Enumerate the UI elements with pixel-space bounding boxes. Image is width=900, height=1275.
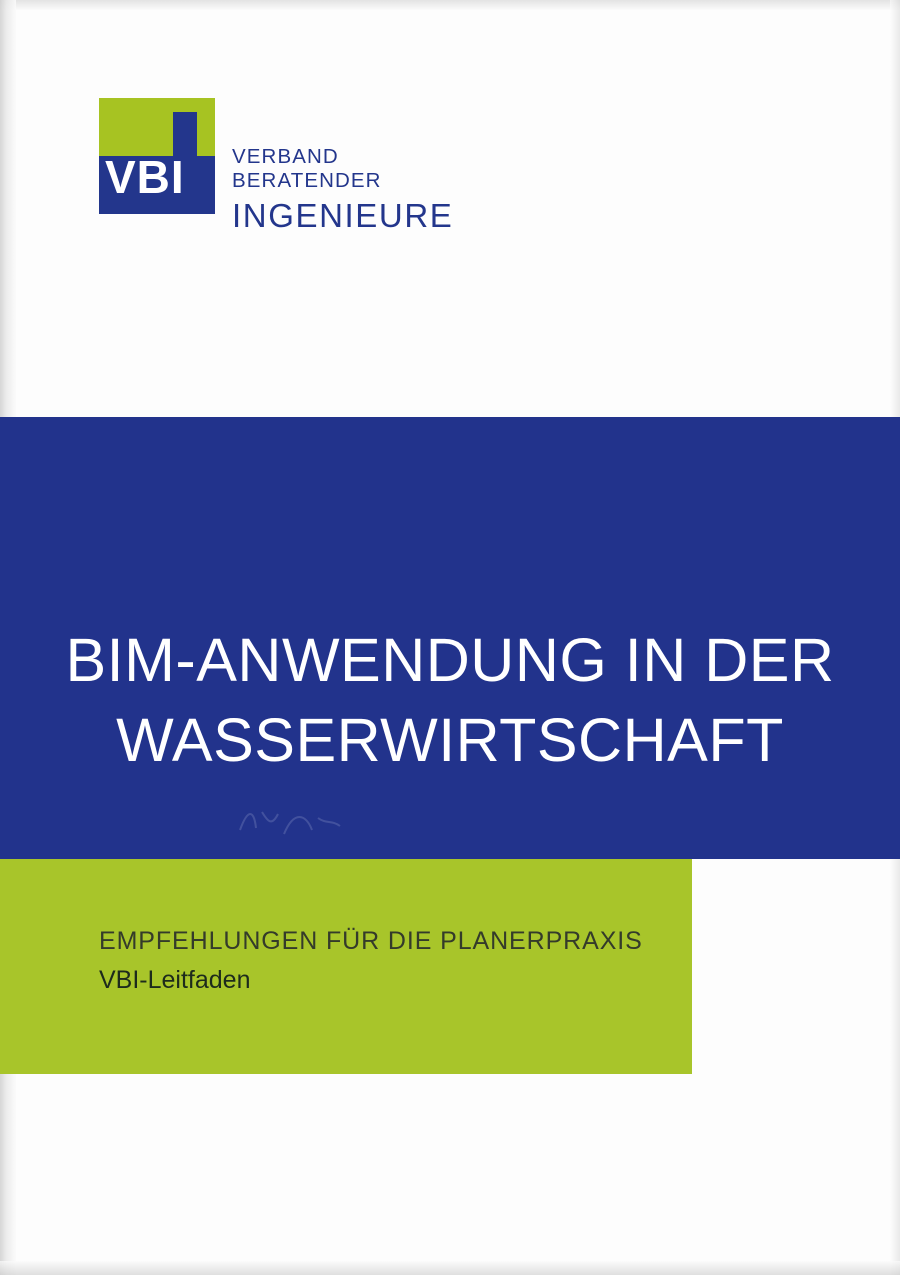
page-title	[0, 620, 900, 780]
page-title-line1: BIM-ANWENDUNG IN DER	[65, 626, 835, 694]
scan-edge-top	[0, 0, 900, 10]
handwriting-smudge-artifact	[232, 800, 352, 848]
logo-green-square	[99, 98, 215, 156]
subtitle-block	[99, 925, 659, 997]
publisher-logo	[99, 98, 454, 234]
subtitle-line1: EMPFEHLUNGEN FÜR DIE PLANERPRAXIS	[99, 927, 643, 955]
vbi-logo-icon	[99, 98, 215, 214]
scan-edge-bottom	[0, 1261, 900, 1275]
publisher-name	[232, 145, 453, 235]
page-title-line2: WASSERWIRTSCHAFT	[116, 706, 784, 774]
publisher-name-line2: INGENIEURE	[232, 197, 454, 234]
subtitle-line2: VBI-Leitfaden	[99, 966, 251, 994]
publisher-name-line1: VERBAND BERATENDER	[232, 145, 382, 192]
logo-mark-text: VBI	[105, 151, 185, 203]
